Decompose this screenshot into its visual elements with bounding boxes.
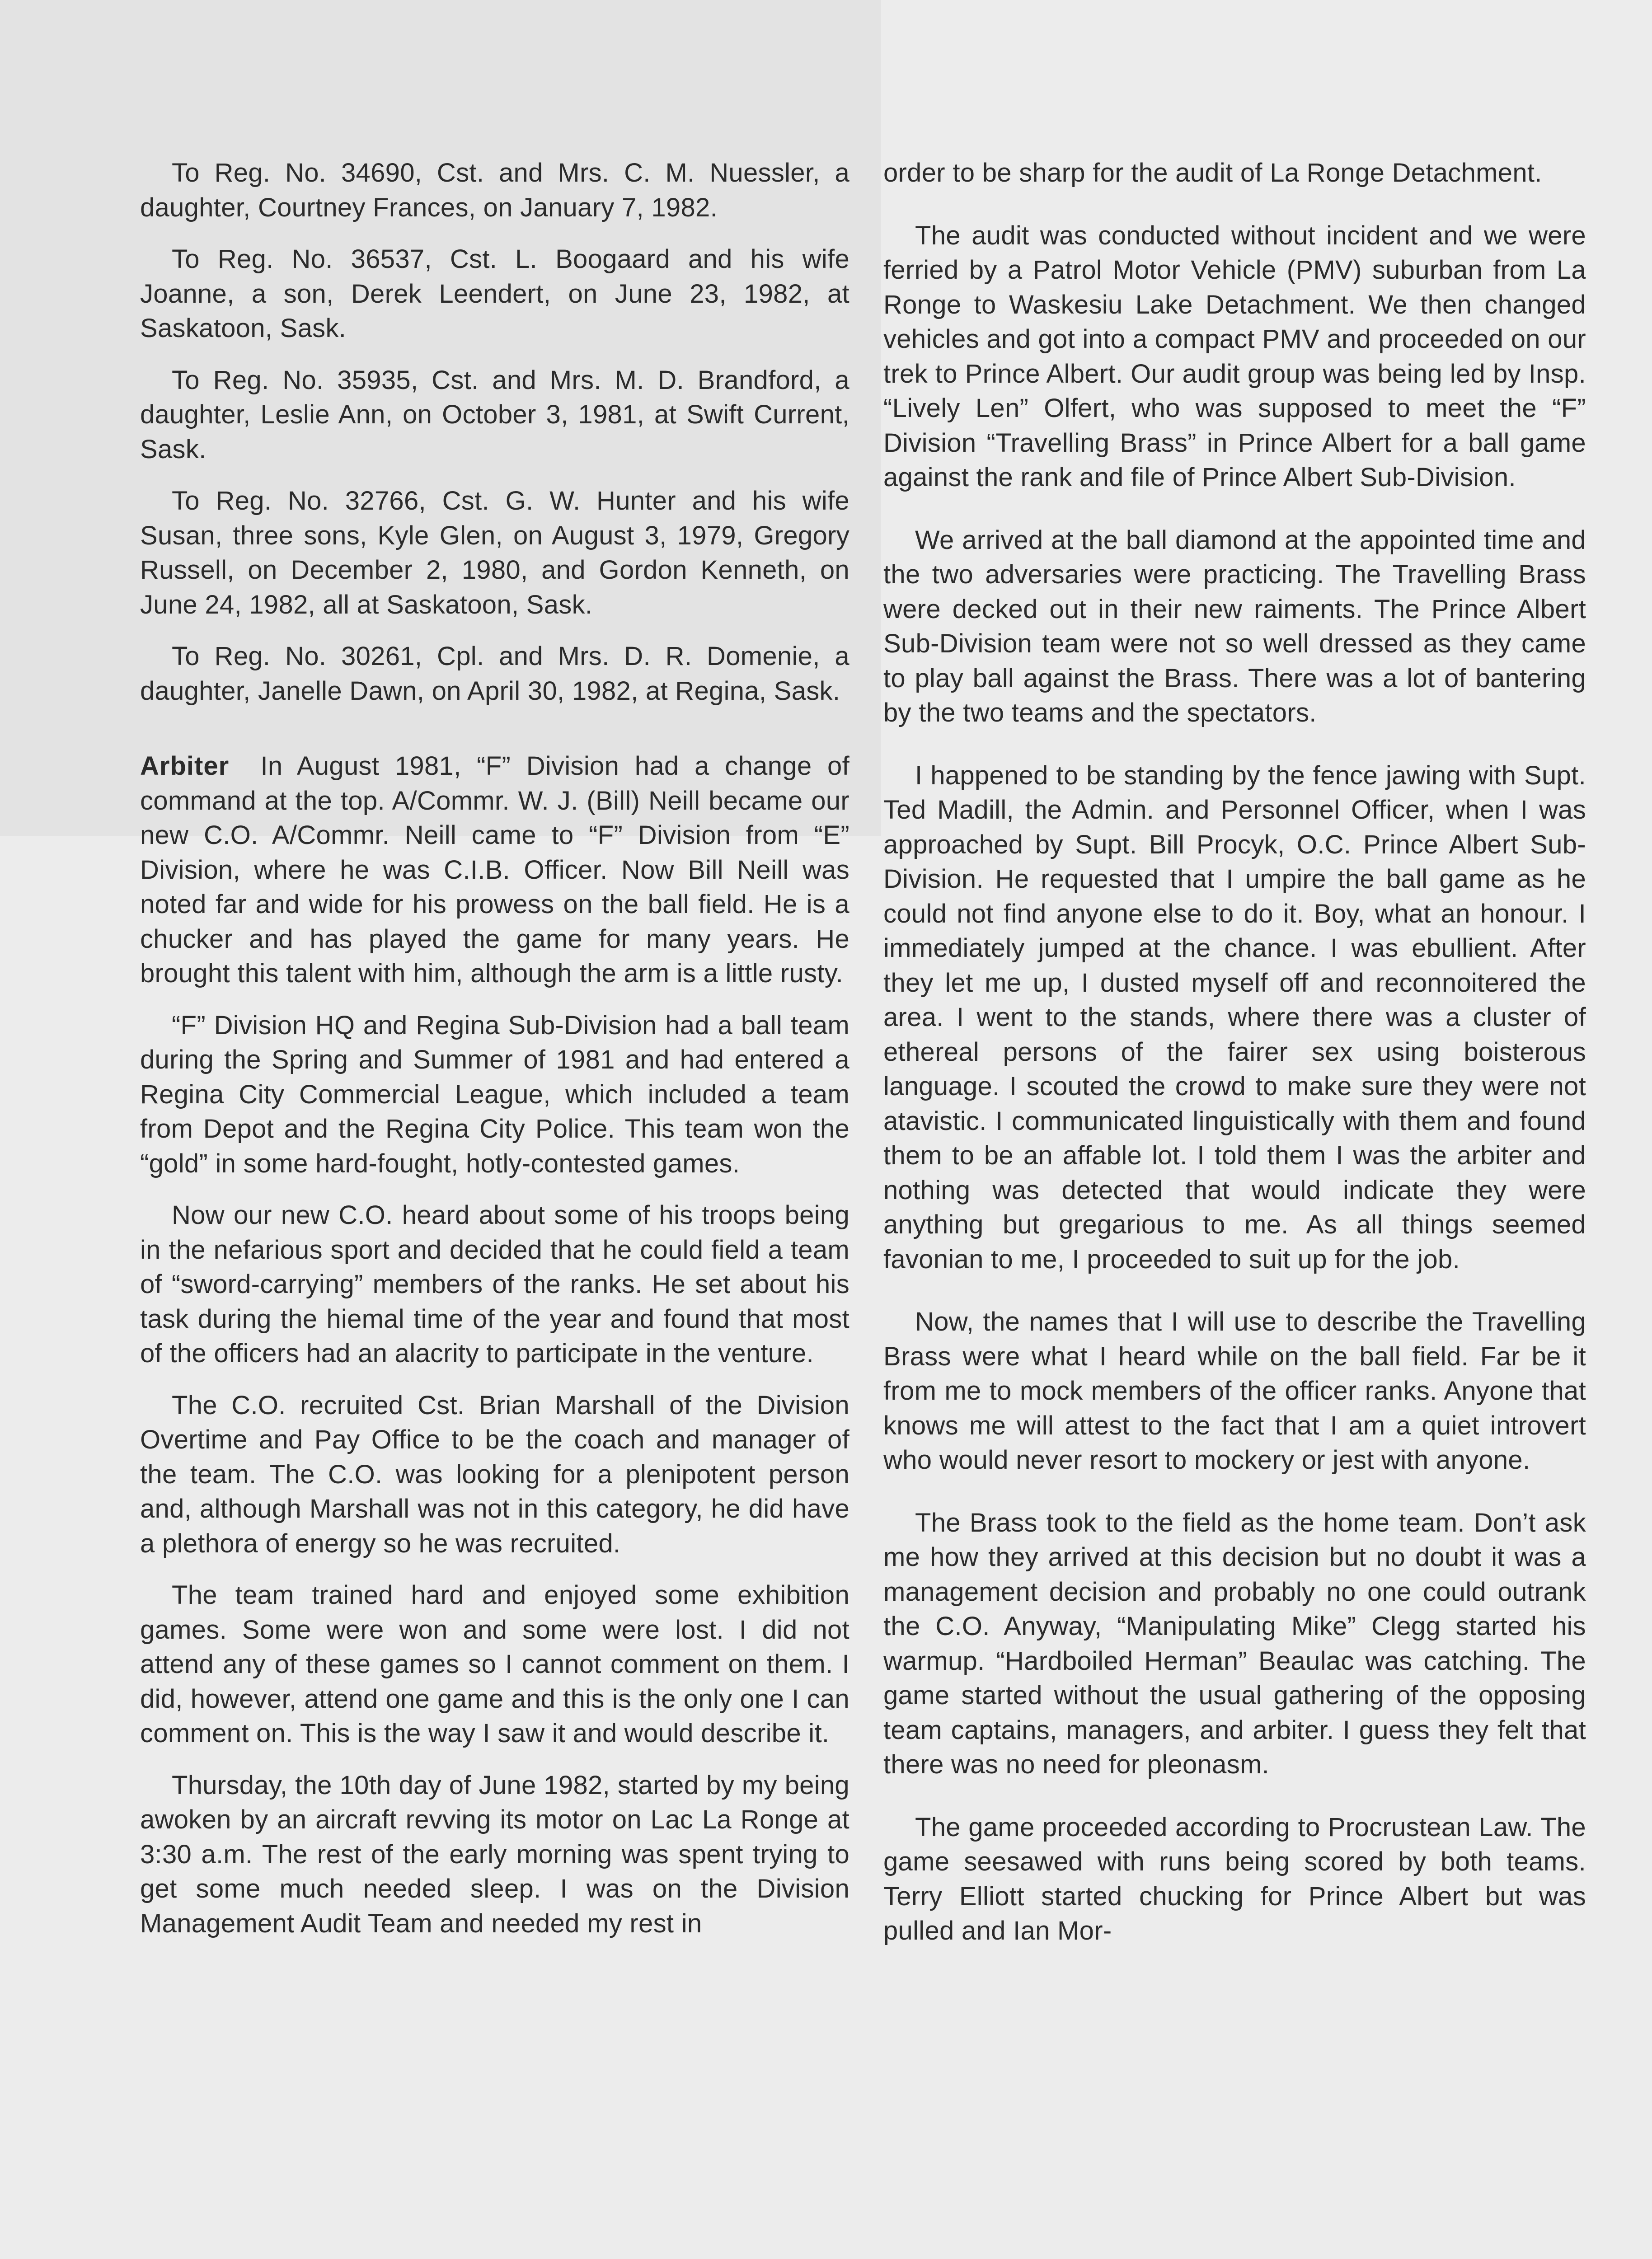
birth-announcement: To Reg. No. 35935, Cst. and Mrs. M. D. Brandford, a daughter, Leslie Ann, on October 3, 1981, at Swift Current, Sask. xyxy=(140,365,849,464)
birth-announcement: To Reg. No. 36537, Cst. L. Boogaard and his wife Joanne, a son, Derek Leendert, on June 23, 1982, at Saskatoon, Sask. xyxy=(140,244,849,343)
birth-announcement: To Reg. No. 32766, Cst. G. W. Hunter and his wife Susan, three sons, Kyle Glen, on August 3, 1979, Gregory Russell, on December 2, 1980, and Gordon Kenneth, on June 24, 1982, all at Saskatoon, Sask. xyxy=(140,486,849,619)
right-column xyxy=(883,156,1586,1977)
article-left xyxy=(140,749,849,1941)
article-paragraph: I happened to be standing by the fence jawing with Supt. Ted Madill, the Admin. and Personnel Officer, when I was approached by Supt. Bill Procyk, O.C. Prince Albert Sub-Division. He requested that I umpire the ball game as he could not find anyone else to do it. Boy, what an honour. I immediately jumped at the chance. I was ebullient. After they let me up, I dusted myself off and reconnoitered the area. I went to the stands, where there was a cluster of ethereal persons of the fairer sex using boisterous language. I scouted the crowd to make sure they were not atavistic. I communicated linguistically with them and found them to be an affable lot. I told them I was the arbiter and nothing was detected that would indicate they were anything but gregarious to me. As all things seemed favonian to me, I proceeded to suit up for the job. xyxy=(883,760,1586,1274)
article-first-paragraph-text: In August 1981, “F” Division had a change of command at the top. A/Commr. W. J. (Bill) Neill became our new C.O. A/Commr. Neill came to “F” Division from “E” Division, where he was C.I.B. Officer. Now Bill Neill was noted far and wide for his prowess on the ball field. He is a chucker and has played the game for many years. He brought this talent with him, although the arm is a little rusty. xyxy=(140,751,849,988)
left-column xyxy=(140,156,849,1958)
article-paragraph: Now our new C.O. heard about some of his troops being in the nefarious sport and decided that he could field a team of “sword-carrying” members of the ranks. He set about his task during the hiemal time of the year and found that most of the officers had an alacrity to participate in the venture. xyxy=(140,1200,849,1368)
birth-announcement: To Reg. No. 30261, Cpl. and Mrs. D. R. Domenie, a daughter, Janelle Dawn, on April 30, 1982, at Regina, Sask. xyxy=(140,642,849,706)
article-paragraph: The game proceeded according to Procrustean Law. The game seesawed with runs being scored by both teams. Terry Elliott started chucking for Prince Albert but was pulled and Ian Mor- xyxy=(883,1812,1586,1945)
article-paragraph: The C.O. recruited Cst. Brian Marshall of the Division Overtime and Pay Office to be the coach and manager of the team. The C.O. was looking for a plenipotent person and, although Marshall was not in this category, he did have a plethora of energy so he was recruited. xyxy=(140,1390,849,1558)
article-lead-word: Arbiter xyxy=(140,751,230,781)
article-first-paragraph xyxy=(140,749,849,991)
article-paragraph: The team trained hard and enjoyed some exhibition games. Some were won and some were lost. I did not attend any of these games so I cannot comment on them. I did, however, attend one game and this is the only one I can comment on. This is the way I saw it and would describe it. xyxy=(140,1580,849,1748)
article-paragraph: The audit was conducted without incident and we were ferried by a Patrol Motor Vehicle (PMV) suburban from La Ronge to Waskesiu Lake Detachment. We then changed vehicles and got into a compact PMV and proceeded on our trek to Prince Albert. Our audit group was being led by Insp. “Lively Len” Olfert, who was supposed to meet the “F” Division “Travelling Brass” in Prince Albert for a ball game against the rank and file of Prince Albert Sub-Division. xyxy=(883,220,1586,492)
article-paragraph: The Brass took to the field as the home team. Don’t ask me how they arrived at this decision but no doubt it was a management decision and probably no one could outrank the C.O. Anyway, “Manipulating Mike” Clegg started his warmup. “Hardboiled Herman” Beaulac was catching. The game started without the usual gathering of the opposing team captains, managers, and arbiter. I guess they felt that there was no need for pleonasm. xyxy=(883,1508,1586,1779)
birth-announcements xyxy=(140,156,849,708)
birth-announcement: To Reg. No. 34690, Cst. and Mrs. C. M. Nuessler, a daughter, Courtney Frances, on January 7, 1982. xyxy=(140,158,849,222)
article-paragraph: order to be sharp for the audit of La Ronge Detachment. xyxy=(883,158,1542,187)
article-paragraph: Thursday, the 10th day of June 1982, started by my being awoken by an aircraft revving its motor on Lac La Ronge at 3:30 a.m. The rest of the early morning was spent trying to get some much needed sleep. I was on the Division Management Audit Team and needed my rest in xyxy=(140,1770,849,1938)
article-paragraph: We arrived at the ball diamond at the appointed time and the two adversaries were practicing. The Travelling Brass were decked out in their new raiments. The Prince Albert Sub-Division team were not so well dressed as they came to play ball against the Brass. There was a lot of bantering by the two teams and the spectators. xyxy=(883,525,1586,727)
article-paragraph: “F” Division HQ and Regina Sub-Division had a ball team during the Spring and Summer of 1981 and had entered a Regina City Commercial League, which included a team from Depot and the Regina City Police. This team won the “gold” in some hard-fought, hotly-contested games. xyxy=(140,1010,849,1178)
article-paragraph: Now, the names that I will use to describe the Travelling Brass were what I heard while on the ball field. Far be it from me to mock members of the officer ranks. Anyone that knows me will attest to the fact that I am a quiet introvert who would never resort to mockery or jest with anyone. xyxy=(883,1307,1586,1475)
